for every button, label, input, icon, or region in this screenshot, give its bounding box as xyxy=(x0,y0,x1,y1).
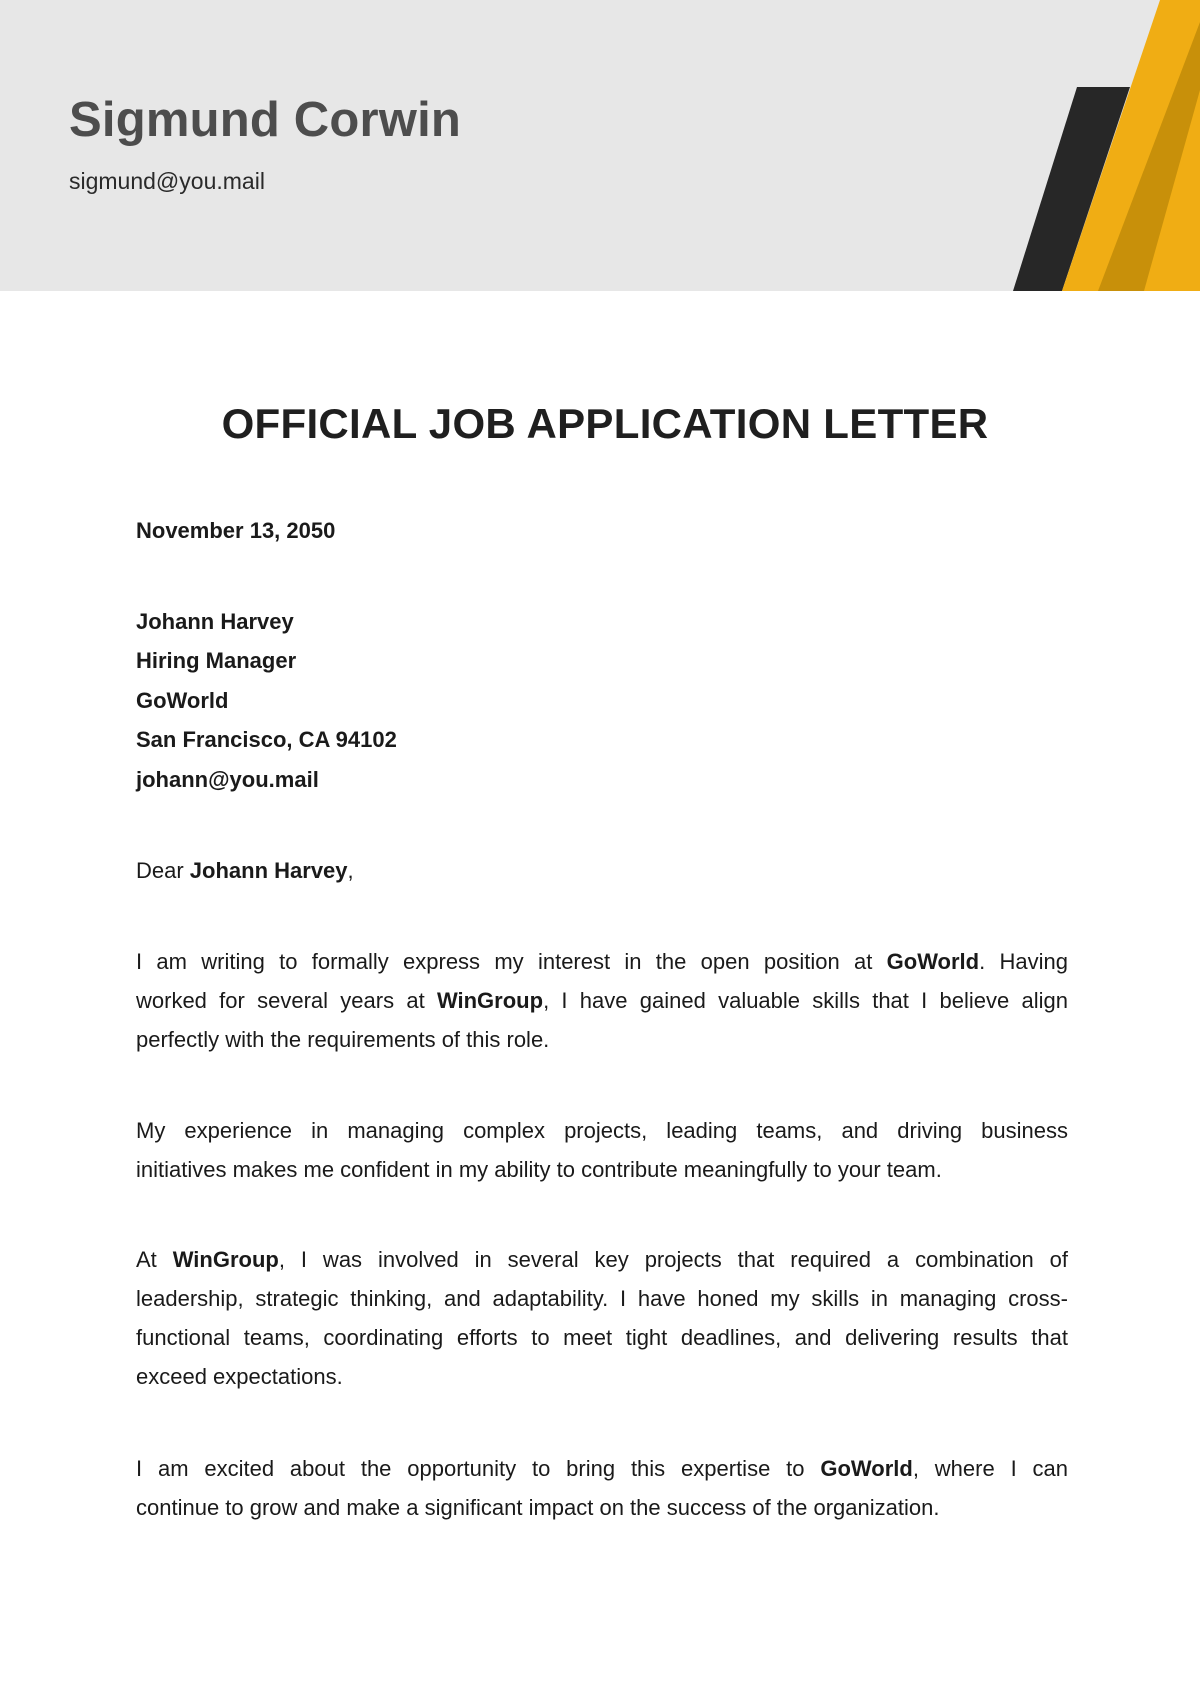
salutation-name: Johann Harvey xyxy=(189,858,348,883)
letterhead xyxy=(0,0,1200,291)
recipient-name: Johann Harvey xyxy=(136,609,294,634)
company-wingroup: WinGroup xyxy=(172,1247,279,1272)
paragraph-2 xyxy=(136,1111,1068,1189)
paragraph-4 xyxy=(136,1449,1068,1527)
letter-title: OFFICIAL JOB APPLICATION LETTER xyxy=(221,400,989,447)
paragraph-3-line-3: functional teams, coordinating efforts to meet tight deadlines, and delivering results that xyxy=(136,1325,1068,1350)
letter-date: November 13, 2050 xyxy=(136,518,336,543)
paragraph-3-line-4: exceed expectations. xyxy=(136,1364,343,1389)
text-run: worked for several years at xyxy=(136,988,437,1013)
sender-email: sigmund@you.mail xyxy=(69,168,265,194)
paragraph-3-line-1 xyxy=(136,1240,1068,1279)
sender-name: Sigmund Corwin xyxy=(69,93,462,147)
recipient-title: Hiring Manager xyxy=(136,648,297,673)
paragraph-4-line-2: continue to grow and make a significant impact on the success of the organization. xyxy=(136,1495,940,1520)
company-wingroup: WinGroup xyxy=(436,988,544,1013)
paragraph-1-line-3: perfectly with the requirements of this role. xyxy=(136,1027,550,1052)
recipient-email: johann@you.mail xyxy=(136,767,319,792)
paragraph-2-line-1: My experience in managing complex projects, leading teams, and driving business xyxy=(136,1118,1068,1143)
text-run: I am writing to formally express my interest in the open position at xyxy=(136,949,887,974)
paragraph-2-line-2: initiatives makes me confident in my ability to contribute meaningfully to your team. xyxy=(136,1157,942,1182)
text-run: , where I can xyxy=(912,1456,1068,1481)
text-run: I am excited about the opportunity to bring this expertise to xyxy=(136,1456,821,1481)
text-run: , I was involved in several key projects that required a combination of xyxy=(278,1247,1068,1272)
paragraph-1-line-2 xyxy=(136,981,1068,1020)
text-run: At xyxy=(136,1247,173,1272)
recipient-city: San Francisco, CA 94102 xyxy=(136,727,397,752)
company-goworld: GoWorld xyxy=(820,1456,913,1481)
company-goworld: GoWorld xyxy=(886,949,980,974)
salutation xyxy=(136,856,354,886)
text-run: , I have gained valuable skills that I believe align xyxy=(543,988,1068,1013)
paragraph-3 xyxy=(136,1240,1068,1396)
paragraph-1-line-1 xyxy=(136,942,1068,981)
salutation-suffix: , xyxy=(347,858,354,883)
recipient-company: GoWorld xyxy=(136,688,229,713)
decorative-stripes-graphic xyxy=(0,0,1200,291)
paragraph-1 xyxy=(136,942,1068,1059)
salutation-prefix: Dear xyxy=(136,858,190,883)
paragraph-4-line-1 xyxy=(136,1449,1068,1488)
text-run: . Having xyxy=(979,949,1068,974)
paragraph-3-line-2: leadership, strategic thinking, and adaptability. I have honed my skills in managing cross- xyxy=(136,1286,1068,1311)
